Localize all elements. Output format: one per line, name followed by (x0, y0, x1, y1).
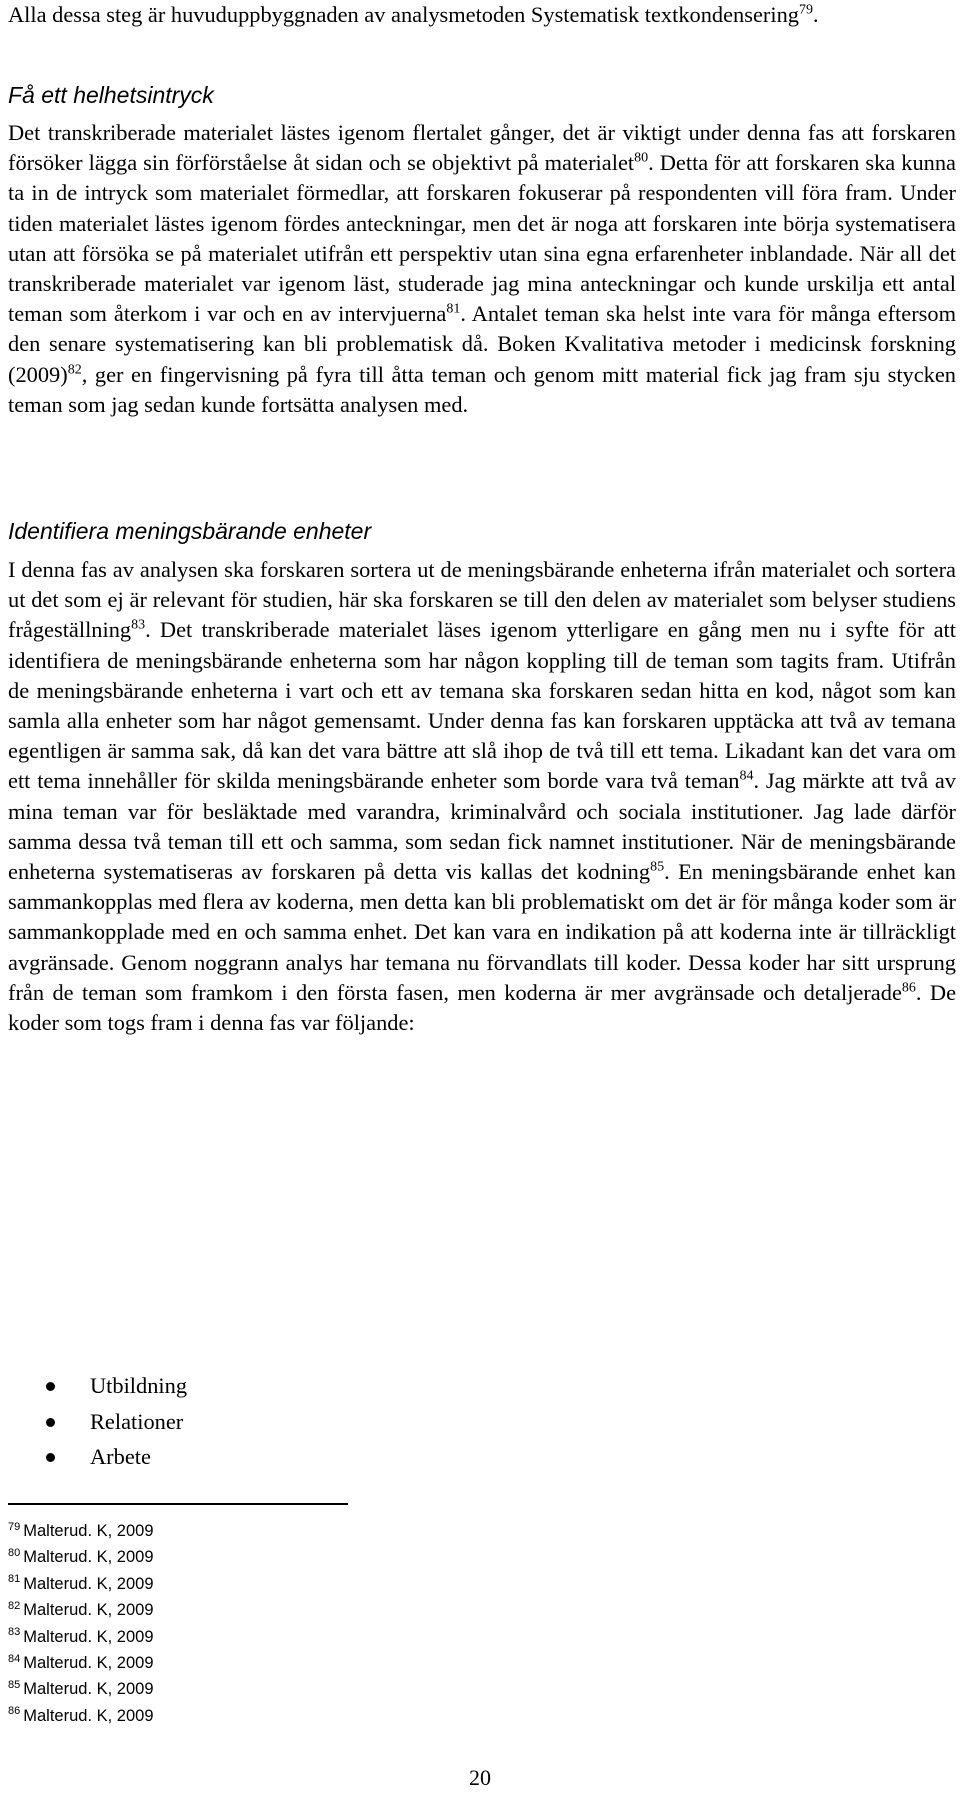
footnote-ref: 86 (901, 980, 916, 996)
footnote-number: 82 (8, 1599, 21, 1612)
footnote (8, 1571, 154, 1597)
footnote-number: 86 (8, 1705, 21, 1718)
list-item-label: Relationer (90, 1408, 184, 1434)
footnote-number: 85 (8, 1678, 21, 1691)
footnote-ref: 79 (798, 2, 813, 18)
footnote (8, 1544, 154, 1570)
paragraph-text: I denna fas av analysen ska forskaren sortera ut de meningsbärande enheterna ifrån materialet och sortera ut det som ej är relevant för studien, här ska forskaren se till den delen av materialet som belyser studiens frågeställning (8, 557, 956, 643)
footnote-separator (8, 1503, 348, 1505)
footnote (8, 1703, 154, 1729)
list-item-label: Utbildning (90, 1373, 188, 1398)
footnote-number: 79 (8, 1520, 21, 1533)
footnote (8, 1624, 154, 1650)
paragraph-text: . De koder som togs fram i denna fas var följande: (8, 979, 957, 1036)
intro-paragraph (8, 0, 956, 30)
footnote-text: Malterud. K, 2009 (23, 1627, 154, 1646)
section1-paragraph (8, 118, 956, 420)
footnote-ref: 80 (634, 150, 649, 166)
paragraph-text: , ger en fingervisning på fyra till åtta teman och genom mitt material fick jag fram sju stycken teman som jag sedan kunde fortsätta analysen med. (8, 361, 956, 417)
footnote-ref: 83 (131, 617, 146, 633)
list-item (40, 1439, 187, 1475)
footnote-text: Malterud. K, 2009 (23, 1574, 154, 1593)
footnote-text: Malterud. K, 2009 (23, 1548, 154, 1567)
bullet-icon (46, 1453, 55, 1462)
section2-paragraph (8, 555, 956, 1038)
intro-text: Alla dessa steg är huvuduppbyggnaden av analysmetoden Systematisk textkondensering (8, 2, 799, 27)
paragraph-text: . Det transkriberade materialet läses igenom ytterligare en gång men nu i syfte för att identifiera de meningsbärande enheterna som har någon koppling till de teman som tagits fram. Utifrån de meningsbärande enheterna i vart och ett av temana ska forskaren sedan hitta en kod, något som kan samla alla enheter som har något gemensamt. Under denna fas kan forskaren upptäcka att två av temana egentligen är samma sak, då kan det vara bättre att slå ihop de två till ett tema. Likadant kan det vara om ett tema innehåller för skilda meningsbärande enheter som borde vara två teman (8, 617, 956, 794)
paragraph-text: Det transkriberade materialet lästes igenom flertalet gånger, det är viktigt under denna fas att forskaren försöker lägga sin förförståelse åt sidan och se objektivt på materialet (8, 120, 956, 176)
paragraph-text: . Jag märkte att två av mina teman var för besläktade med varandra, kriminalvård och sociala institutioner. Jag lade därför samma dessa två teman till ett och samma, som sedan fick namnet institutioner. När de meningsbärande enheterna systematiseras av forskaren på detta vis kallas det kodning (8, 768, 956, 885)
footnote-ref: 84 (739, 768, 754, 784)
footnote-text: Malterud. K, 2009 (23, 1680, 154, 1699)
footnote (8, 1676, 154, 1702)
paragraph-text: . Detta för att forskaren ska kunna ta in de intryck som materialet förmedlar, att forskaren fokuserar på respondenten vill föra fram. Under tiden materialet lästes igenom fördes anteckningar, men det är noga att forskaren inte börja systematisera utan att försöka se på materialet utifrån ett perspektiv utan sina egna erfarenheter inblandade. När all det transkriberade materialet var igenom läst, studerade jag mina anteckningar och kunde urskilja ett antal teman som återkom i var och en av intervjuerna (8, 150, 956, 327)
footnote-text: Malterud. K, 2009 (23, 1522, 154, 1540)
list-item (40, 1404, 187, 1440)
footnote-text: Malterud. K, 2009 (23, 1601, 154, 1620)
bullet-icon (46, 1382, 55, 1391)
footnote-number: 80 (8, 1546, 21, 1559)
footnote (8, 1518, 154, 1544)
intro-tail: . (812, 2, 819, 27)
list-item-label: Arbete (90, 1444, 151, 1469)
footnote (8, 1597, 154, 1623)
footnote (8, 1650, 154, 1676)
section-heading-meningsbarande: Identifiera meningsbärande enheter (8, 518, 372, 544)
footnote-number: 84 (8, 1652, 21, 1665)
footnote-ref: 81 (446, 301, 461, 317)
footnote-ref: 85 (650, 859, 665, 875)
list-item (40, 1368, 187, 1404)
bullet-icon (46, 1418, 55, 1427)
footnote-text: Malterud. K, 2009 (23, 1706, 154, 1725)
section-heading-helhetsintryck: Få ett helhetsintryck (8, 82, 214, 108)
footnote-ref: 82 (67, 362, 82, 378)
footnote-number: 83 (8, 1626, 21, 1639)
footnote-number: 81 (8, 1573, 21, 1586)
page-number: 20 (469, 1765, 491, 1790)
footnotes (8, 1518, 154, 1729)
paragraph-text: . En meningsbärande enhet kan sammankopplas med flera av koderna, men detta kan bli problematiskt om det är för många koder som är sammankopplade med en och samma enhet. Det kan vara en indikation på att koderna inte är tillräckligt avgränsade. Genom noggrann analys har temana nu förvandlats till koder. Dessa koder har sitt ursprung från de teman som framkom i den första fasen, men koderna är mer avgränsade och detaljerade (8, 859, 956, 1005)
footnote-text: Malterud. K, 2009 (23, 1654, 154, 1673)
code-list (40, 1368, 187, 1475)
paragraph-text: . Antalet teman ska helst inte vara för många eftersom den senare systematisering kan bli problematisk då. Boken Kvalitativa metoder i medicinsk forskning (2009) (8, 301, 956, 387)
